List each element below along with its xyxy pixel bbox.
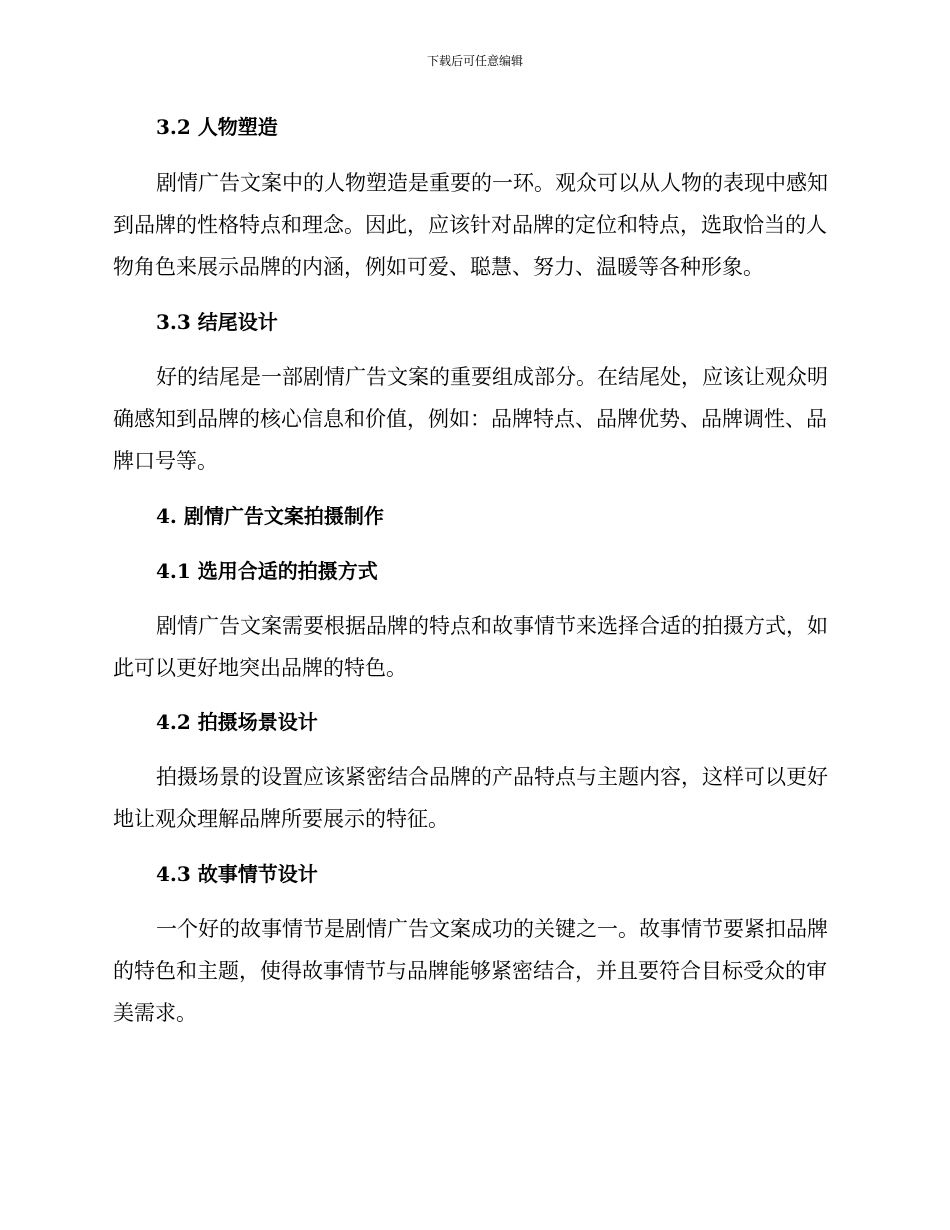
section-paragraph: 拍摄场景的设置应该紧密结合品牌的产品特点与主题内容，这样可以更好地让观众理解品牌所要展示的特征。 (113, 765, 828, 831)
section-heading: 4.2 拍摄场景设计 (156, 710, 318, 734)
section-paragraph: 剧情广告文案中的人物塑造是重要的一环。观众可以从人物的表现中感知到品牌的性格特点和理念。因此，应该针对品牌的定位和特点，选取恰当的人物角色来展示品牌的内涵，例如可爱、聪慧、努力、温暖等各种形象。 (113, 171, 828, 279)
section-paragraph: 一个好的故事情节是剧情广告文案成功的关键之一。故事情节要紧扣品牌的特色和主题，使得故事情节与品牌能够紧密结合，并且要符合目标受众的审美需求。 (113, 917, 828, 1025)
section-paragraph: 好的结尾是一部剧情广告文案的重要组成部分。在结尾处，应该让观众明确感知到品牌的核心信息和价值，例如：品牌特点、品牌优势、品牌调性、品牌口号等。 (113, 365, 828, 473)
section-heading: 4. 剧情广告文案拍摄制作 (156, 504, 384, 528)
page-header: 下载后可任意编辑 (426, 54, 523, 68)
section-heading: 3.3 结尾设计 (156, 310, 278, 334)
section-heading: 4.3 故事情节设计 (156, 862, 318, 886)
section-heading: 4.1 选用合适的拍摄方式 (156, 559, 378, 583)
section-paragraph: 剧情广告文案需要根据品牌的特点和故事情节来选择合适的拍摄方式，如此可以更好地突出品牌的特色。 (113, 614, 828, 680)
section-heading: 3.2 人物塑造 (156, 115, 278, 139)
